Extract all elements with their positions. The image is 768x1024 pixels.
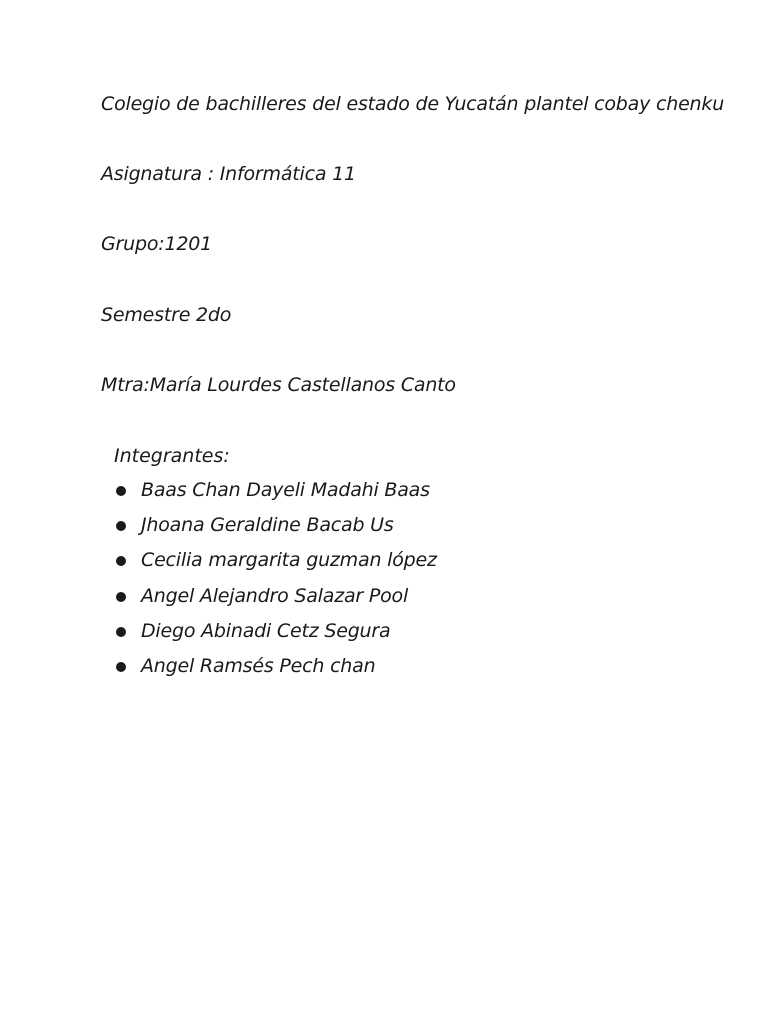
member-name: Angel Ramsés Pech chan bbox=[141, 654, 376, 677]
member-name: Angel Alejandro Salazar Pool bbox=[141, 584, 409, 607]
school-line: Colegio de bachilleres del estado de Yucatán plantel cobay chenku bbox=[101, 93, 725, 115]
bullet-icon bbox=[116, 592, 126, 602]
bullet-icon bbox=[116, 521, 126, 531]
member-name: Baas Chan Dayeli Madahi Baas bbox=[141, 479, 430, 501]
semester-line: Semestre 2do bbox=[101, 304, 232, 326]
group-line: Grupo:1201 bbox=[101, 233, 213, 255]
bullet-icon bbox=[116, 627, 126, 637]
bullet-icon bbox=[116, 556, 126, 566]
member-name: Diego Abinadi Cetz Segura bbox=[141, 619, 391, 642]
members-heading: Integrantes: bbox=[114, 445, 230, 467]
member-name: Jhoana Geraldine Bacab Us bbox=[141, 514, 394, 537]
bullet-icon bbox=[116, 486, 126, 496]
member-name: Cecilia margarita guzman lópez bbox=[141, 549, 437, 572]
subject-line: Asignatura : Informática 11 bbox=[101, 163, 356, 185]
bullet-icon bbox=[116, 662, 126, 672]
teacher-line: Mtra:María Lourdes Castellanos Canto bbox=[101, 374, 456, 396]
